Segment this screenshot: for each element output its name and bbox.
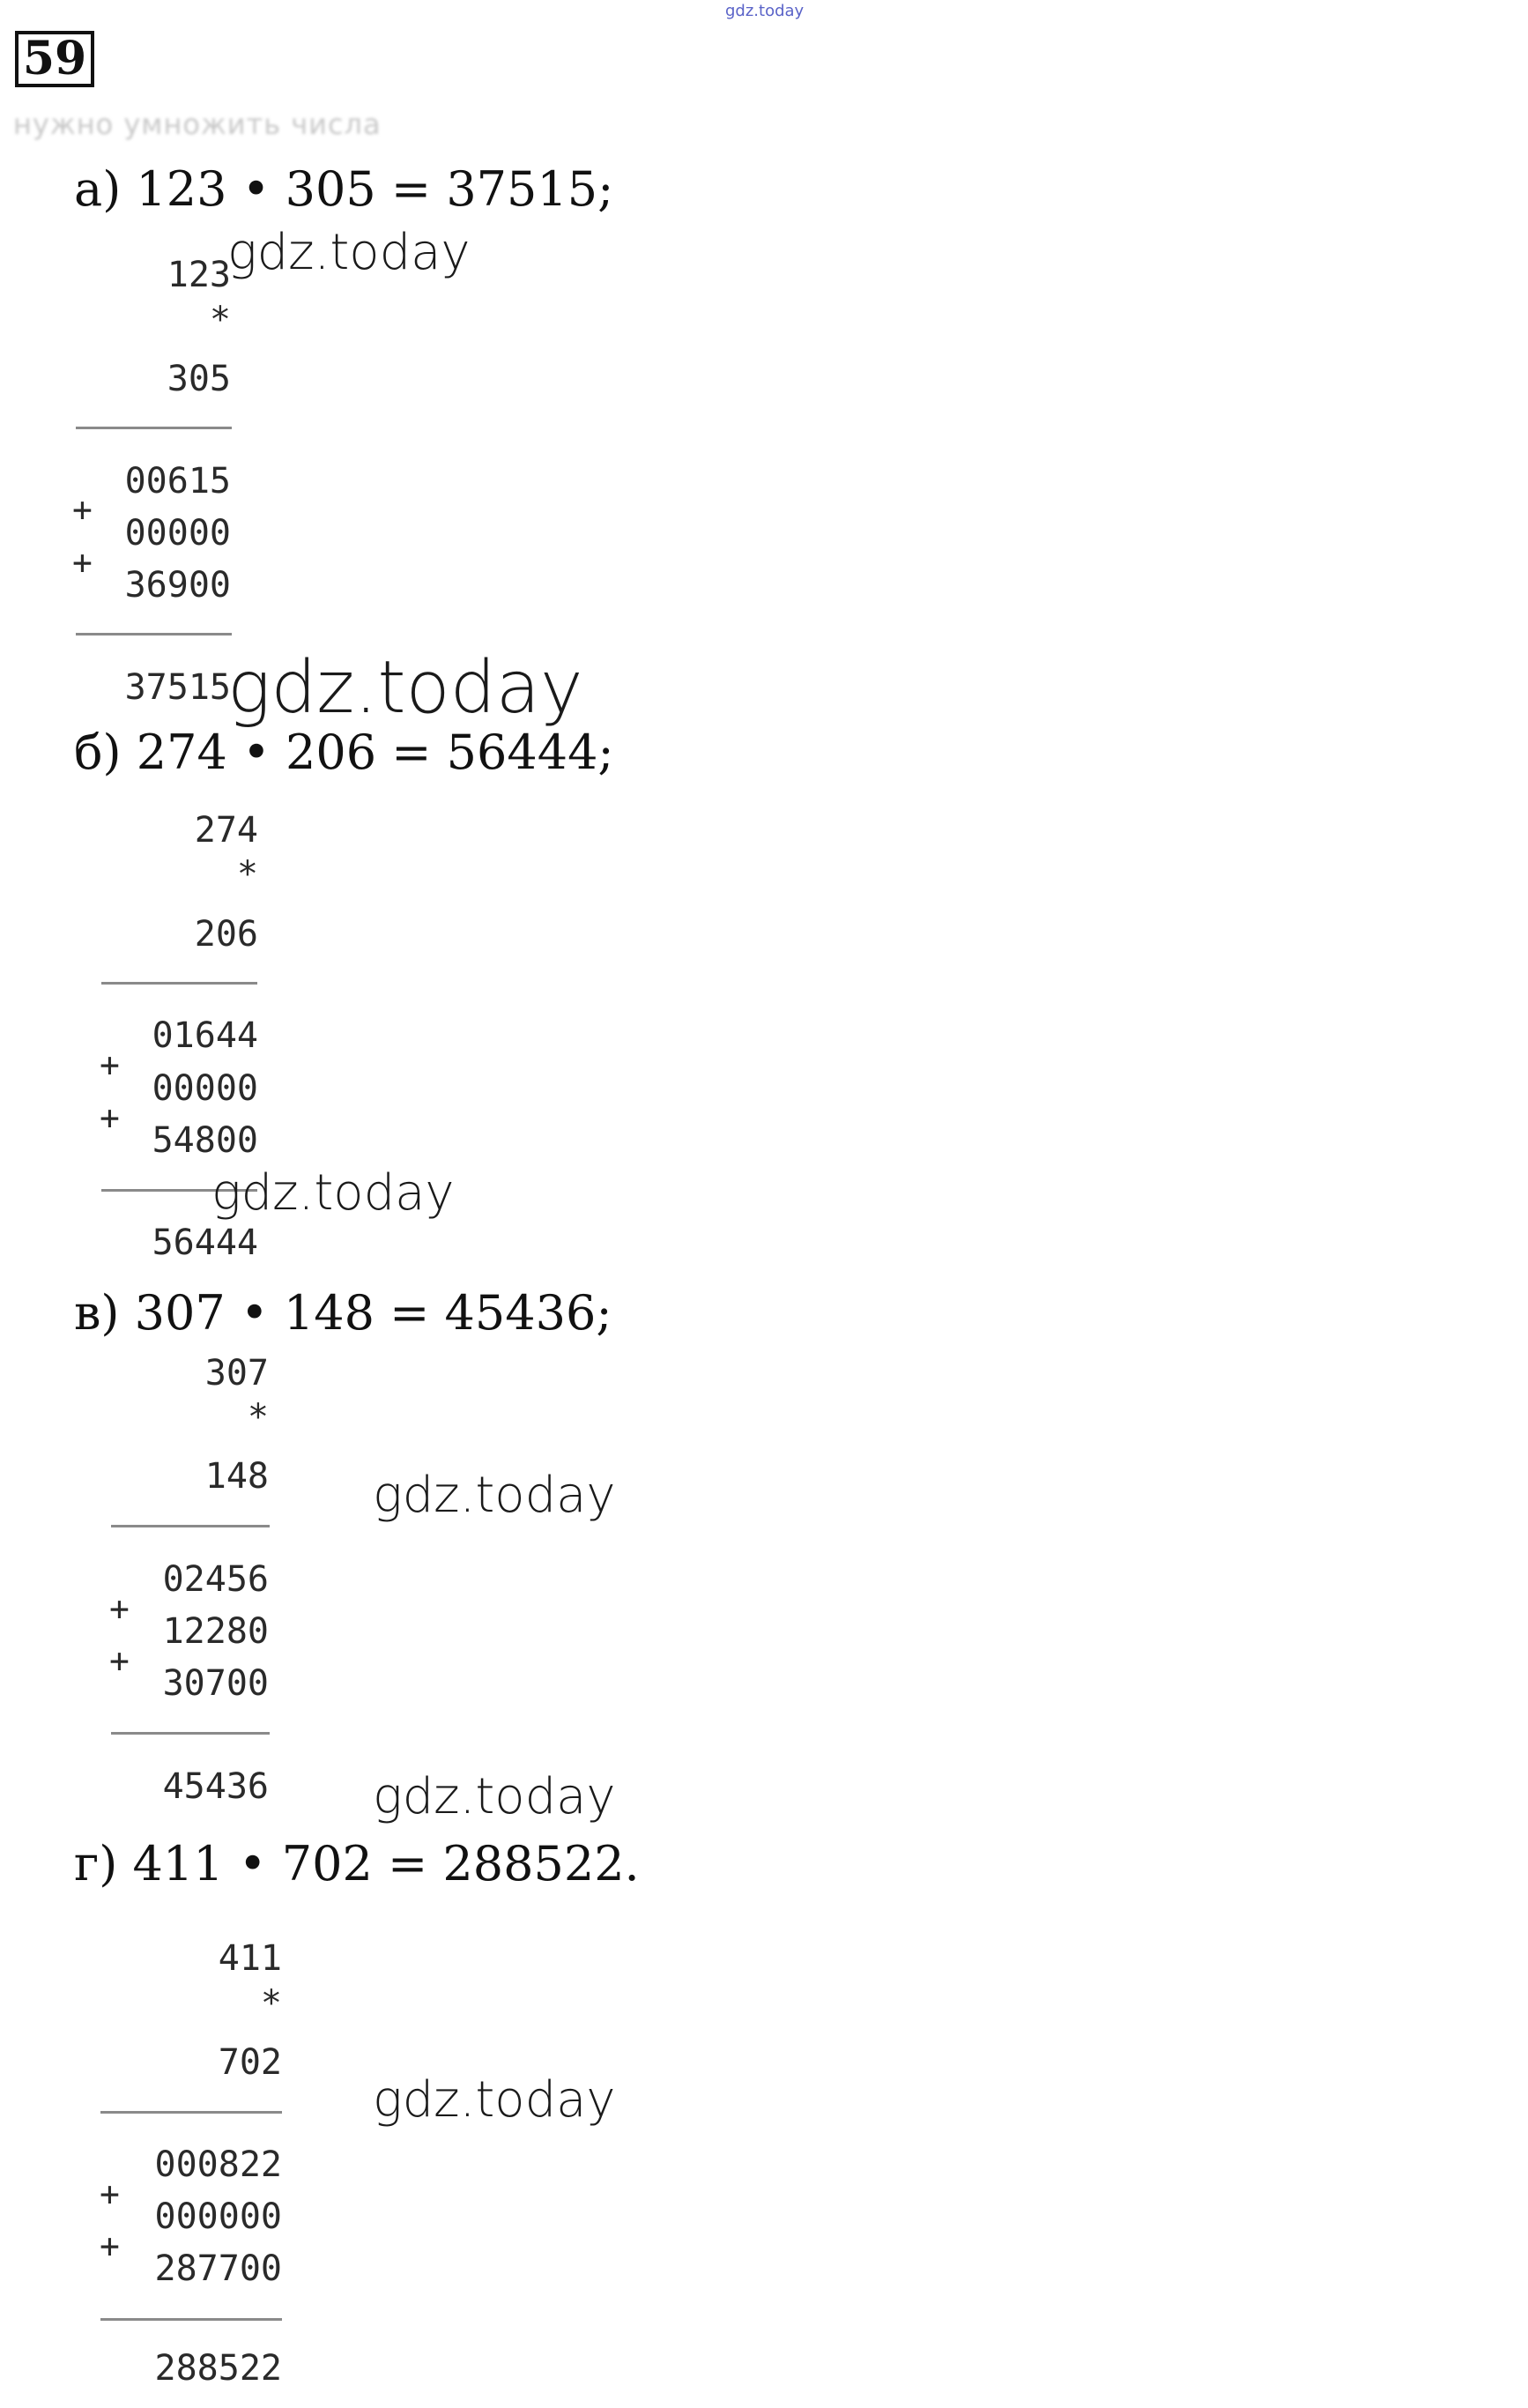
watermark-2: gdz.today [227, 646, 583, 730]
watermark-3: gdz.today [211, 1164, 455, 1222]
problem-a-rule-2 [76, 633, 232, 635]
problem-a-partial-1: 00615 [124, 461, 231, 502]
problem-c-rule-2 [111, 1732, 270, 1735]
problem-d-rule-1 [100, 2111, 282, 2114]
problem-a-partial-2: 00000 [124, 513, 231, 554]
watermark-4: gdz.today [373, 1467, 616, 1524]
problem-d-result: 288522 [154, 2348, 282, 2389]
problem-c-multiplicand: 307 [204, 1353, 269, 1394]
problem-b-multiplicand: 274 [194, 810, 258, 851]
problem-d-rule-2 [100, 2318, 282, 2321]
problem-d-multiplicand: 411 [218, 1938, 282, 1979]
watermark-5: gdz.today [373, 1768, 616, 1825]
problem-b-header: б) 274 • 206 = 56444; [74, 725, 614, 780]
problem-a-result: 37515 [124, 667, 231, 708]
problem-c-multiplier: 148 [204, 1456, 269, 1497]
problem-d-plus-2: + [100, 2226, 120, 2265]
problem-c-partial-2: 12280 [162, 1611, 269, 1652]
problem-c-rule-1 [111, 1525, 270, 1527]
watermark-1: gdz.today [227, 224, 471, 281]
problem-c-result: 45436 [162, 1766, 269, 1807]
problem-a-rule-1 [76, 427, 232, 429]
problem-c-header: в) 307 • 148 = 45436; [74, 1285, 612, 1341]
problem-d-header: г) 411 • 702 = 288522. [74, 1836, 640, 1891]
problem-b-partial-3: 54800 [152, 1120, 258, 1161]
watermark-6: gdz.today [373, 2071, 616, 2129]
problem-c-operator: * [247, 1397, 269, 1438]
faded-instruction: нужно умножить числа [13, 108, 382, 141]
problem-a-plus-2: + [72, 543, 93, 582]
problem-b-result: 56444 [152, 1223, 258, 1263]
problem-a-plus-1: + [72, 490, 93, 529]
problem-b-partial-1: 01644 [152, 1015, 258, 1056]
problem-d-partial-1: 000822 [154, 2144, 282, 2185]
problem-d-plus-1: + [100, 2174, 120, 2213]
problem-c-plus-1: + [109, 1589, 130, 1628]
problem-d-multiplier: 702 [218, 2042, 282, 2083]
problem-a-partial-3: 36900 [124, 565, 231, 606]
top-watermark: gdz.today [725, 2, 805, 20]
problem-d-operator: * [260, 1983, 282, 2024]
problem-b-partial-2: 00000 [152, 1068, 258, 1109]
problem-a-header: а) 123 • 305 = 37515; [74, 161, 614, 217]
problem-c-partial-3: 30700 [162, 1663, 269, 1704]
problem-a-multiplier: 305 [167, 359, 231, 399]
problem-a-operator: * [209, 300, 231, 340]
problem-d-partial-2: 000000 [154, 2196, 282, 2237]
problem-b-multiplier: 206 [194, 914, 258, 955]
exercise-number: 59 [15, 31, 94, 87]
problem-b-rule-1 [101, 982, 257, 985]
problem-b-operator: * [236, 854, 258, 895]
problem-d-partial-3: 287700 [154, 2248, 282, 2289]
problem-a-multiplicand: 123 [167, 255, 231, 295]
problem-b-plus-2: + [100, 1098, 120, 1137]
problem-c-partial-1: 02456 [162, 1559, 269, 1600]
problem-c-plus-2: + [109, 1641, 130, 1680]
problem-b-plus-1: + [100, 1045, 120, 1084]
